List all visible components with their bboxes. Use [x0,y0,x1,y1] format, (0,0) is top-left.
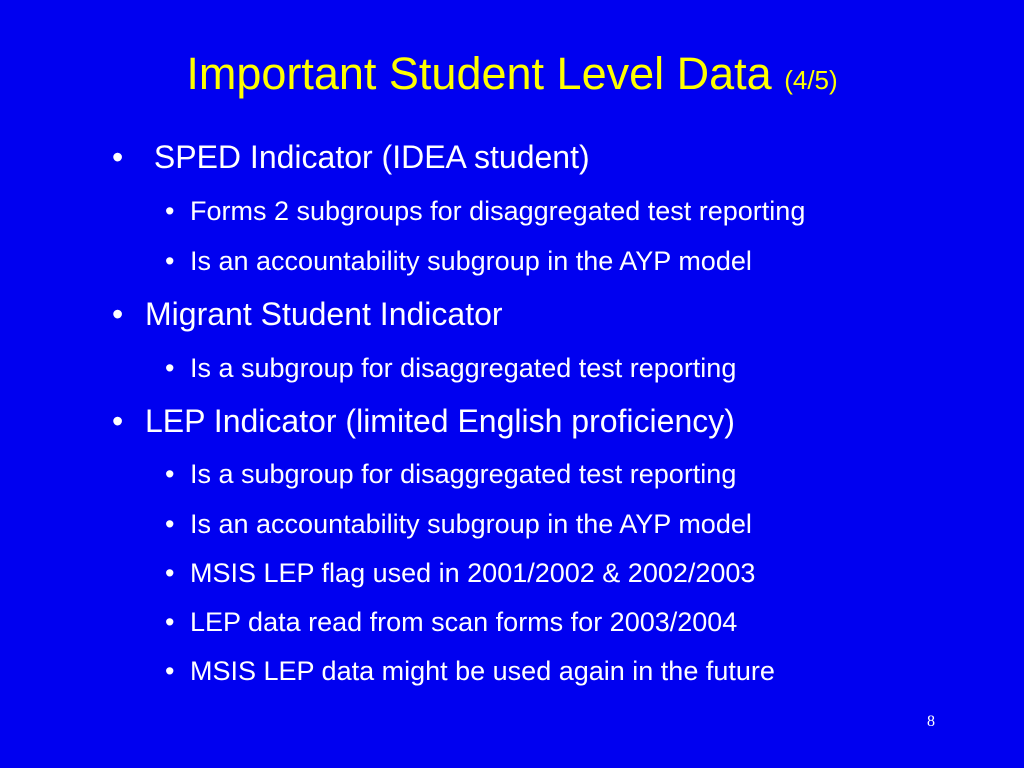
bullet-text: LEP Indicator (limited English proficiency) [145,403,735,439]
bullet-icon: • [112,296,124,332]
bullet-text: Is an accountability subgroup in the AYP model [190,246,752,276]
sub-bullet-item [165,507,752,541]
bullet-icon: • [165,509,175,539]
sub-bullet-item [165,556,755,590]
sub-bullet-item [165,605,737,639]
bullet-text: Migrant Student Indicator [145,296,503,332]
bullet-text: Forms 2 subgroups for disaggregated test reporting [190,196,806,226]
bullet-icon: • [165,196,175,226]
slide-title [0,46,1024,108]
bullet-icon: • [112,139,124,175]
bullet-icon: • [165,558,175,588]
bullet-item-migrant [112,294,503,334]
sub-bullet-item [165,244,752,278]
sub-bullet-item [165,457,736,491]
bullet-item-sped [112,137,590,177]
bullet-text: Is an accountability subgroup in the AYP model [190,509,752,539]
bullet-text: SPED Indicator (IDEA student) [145,139,590,175]
bullet-text: MSIS LEP flag used in 2001/2002 & 2002/2003 [190,558,756,588]
slide-title-text: Important Student Level Data [186,48,772,99]
bullet-icon: • [165,459,175,489]
bullet-text: LEP data read from scan forms for 2003/2004 [190,607,738,637]
bullet-text: Is a subgroup for disaggregated test reporting [190,353,737,383]
bullet-icon: • [165,656,175,686]
sub-bullet-item [165,194,805,228]
bullet-text: MSIS LEP data might be used again in the future [190,656,775,686]
bullet-icon: • [112,403,124,439]
bullet-icon: • [165,353,175,383]
slide-title-suffix: (4/5) [784,65,838,95]
bullet-item-lep [112,401,735,441]
sub-bullet-item [165,351,736,385]
sub-bullet-item [165,654,775,688]
slide-number: 8 [927,713,935,730]
bullet-icon: • [165,607,175,637]
bullet-icon: • [165,246,175,276]
bullet-text: Is a subgroup for disaggregated test reporting [190,459,737,489]
